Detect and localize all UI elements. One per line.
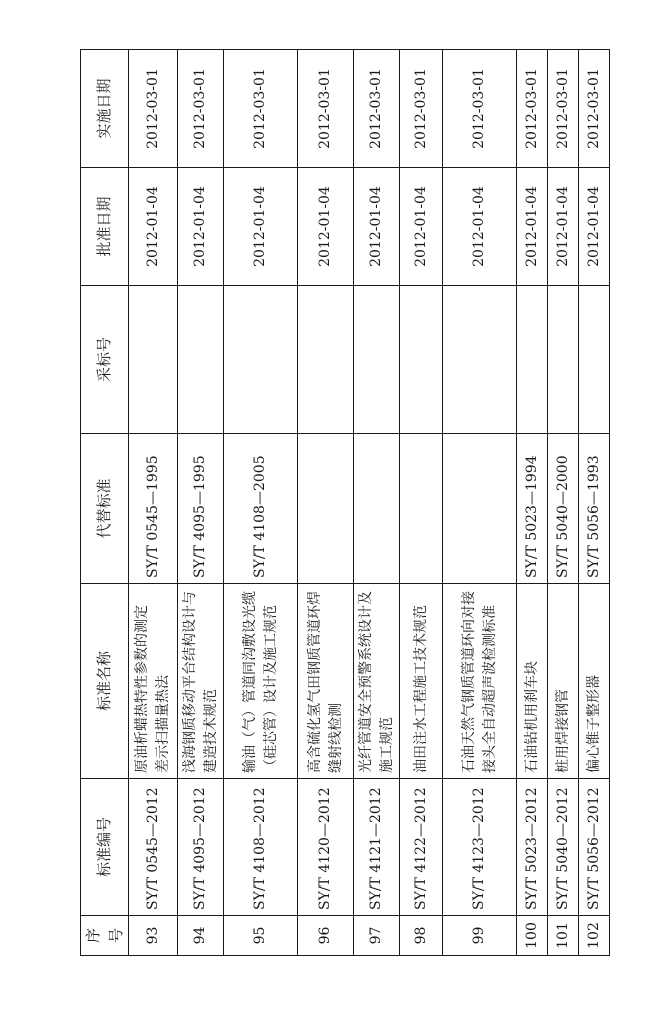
- row-replaced: SY/T 5040—2000: [548, 434, 579, 584]
- header-name: 标准名称: [81, 584, 129, 779]
- row-replaced: SY/T 0545—1995: [129, 434, 178, 584]
- row-adopted: [548, 286, 579, 434]
- row-replaced: SY/T 4108—2005: [224, 434, 298, 584]
- table-row: [400, 50, 443, 956]
- row-approved: 2012-01-04: [579, 168, 610, 286]
- row-adopted: [298, 286, 354, 434]
- row-code: SY/T 4108—2012: [224, 779, 298, 916]
- row-name: 石油钻机用刹车块: [517, 584, 548, 779]
- table-row: [443, 50, 517, 956]
- row-code: SY/T 0545—2012: [129, 779, 178, 916]
- header-seq: 序号: [81, 916, 129, 956]
- row-name: 原油析蜡热特性参数的测定 差示扫描量热法: [129, 584, 178, 779]
- row-adopted: [517, 286, 548, 434]
- row-effective: 2012-03-01: [129, 50, 178, 168]
- row-no: 93: [129, 916, 178, 956]
- row-effective: 2012-03-01: [443, 50, 517, 168]
- row-effective: 2012-03-01: [178, 50, 224, 168]
- row-code: SY/T 4123—2012: [443, 779, 517, 916]
- row-approved: 2012-01-04: [178, 168, 224, 286]
- row-code: SY/T 5023—2012: [517, 779, 548, 916]
- row-name: 油田注水工程施工技术规范: [400, 584, 443, 779]
- header-adopted: 采标号: [81, 286, 129, 434]
- row-replaced: SY/T 4095—1995: [178, 434, 224, 584]
- row-adopted: [354, 286, 400, 434]
- row-adopted: [443, 286, 517, 434]
- row-name: 桩用焊接钢管: [548, 584, 579, 779]
- table-row: [517, 50, 548, 956]
- header-effective: 实施日期: [81, 50, 129, 168]
- table-row: [548, 50, 579, 956]
- row-replaced: [354, 434, 400, 584]
- row-name: 高含硫化氢气田钢质管道环焊缝射线检测: [298, 584, 354, 779]
- row-adopted: [224, 286, 298, 434]
- row-replaced: SY/T 5023—1994: [517, 434, 548, 584]
- row-approved: 2012-01-04: [400, 168, 443, 286]
- row-approved: 2012-01-04: [129, 168, 178, 286]
- header-code: 标准编号: [81, 779, 129, 916]
- row-approved: 2012-01-04: [548, 168, 579, 286]
- row-effective: 2012-03-01: [548, 50, 579, 168]
- table-row: [354, 50, 400, 956]
- row-name: 光纤管道安全预警系统设计及施工规范: [354, 584, 400, 779]
- row-effective: 2012-03-01: [517, 50, 548, 168]
- header-replaced: 代替标准: [81, 434, 129, 584]
- row-approved: 2012-01-04: [354, 168, 400, 286]
- row-adopted: [178, 286, 224, 434]
- row-no: 94: [178, 916, 224, 956]
- header-row: [81, 50, 129, 956]
- row-code: SY/T 5056—2012: [579, 779, 610, 916]
- header-approved: 批准日期: [81, 168, 129, 286]
- row-replaced: [443, 434, 517, 584]
- table-row: [178, 50, 224, 956]
- row-name: 石油天然气钢质管道环向对接接头全自动超声波检测标准: [443, 584, 517, 779]
- row-no: 101: [548, 916, 579, 956]
- row-replaced: [298, 434, 354, 584]
- table-row: [298, 50, 354, 956]
- table-row: [579, 50, 610, 956]
- row-effective: 2012-03-01: [354, 50, 400, 168]
- row-name: 浅海钢质移动平台结构设计与建造技术规范: [178, 584, 224, 779]
- row-no: 97: [354, 916, 400, 956]
- row-code: SY/T 4121—2012: [354, 779, 400, 916]
- row-no: 99: [443, 916, 517, 956]
- row-code: SY/T 4120—2012: [298, 779, 354, 916]
- standards-table: [80, 49, 610, 956]
- row-no: 100: [517, 916, 548, 956]
- row-no: 98: [400, 916, 443, 956]
- row-effective: 2012-03-01: [298, 50, 354, 168]
- row-no: 96: [298, 916, 354, 956]
- row-no: 95: [224, 916, 298, 956]
- row-code: SY/T 4122—2012: [400, 779, 443, 916]
- row-name: 偏心锥子整形器: [579, 584, 610, 779]
- table-row: [129, 50, 178, 956]
- row-approved: 2012-01-04: [517, 168, 548, 286]
- row-effective: 2012-03-01: [224, 50, 298, 168]
- row-name: 输油（气）管道同沟敷设光缆（硅芯管）设计及施工规范: [224, 584, 298, 779]
- row-effective: 2012-03-01: [400, 50, 443, 168]
- row-replaced: [400, 434, 443, 584]
- row-approved: 2012-01-04: [443, 168, 517, 286]
- row-code: SY/T 5040—2012: [548, 779, 579, 916]
- table-row: [224, 50, 298, 956]
- row-adopted: [129, 286, 178, 434]
- row-effective: 2012-03-01: [579, 50, 610, 168]
- row-adopted: [579, 286, 610, 434]
- row-replaced: SY/T 5056—1993: [579, 434, 610, 584]
- row-code: SY/T 4095—2012: [178, 779, 224, 916]
- row-approved: 2012-01-04: [298, 168, 354, 286]
- row-no: 102: [579, 916, 610, 956]
- row-approved: 2012-01-04: [224, 168, 298, 286]
- row-adopted: [400, 286, 443, 434]
